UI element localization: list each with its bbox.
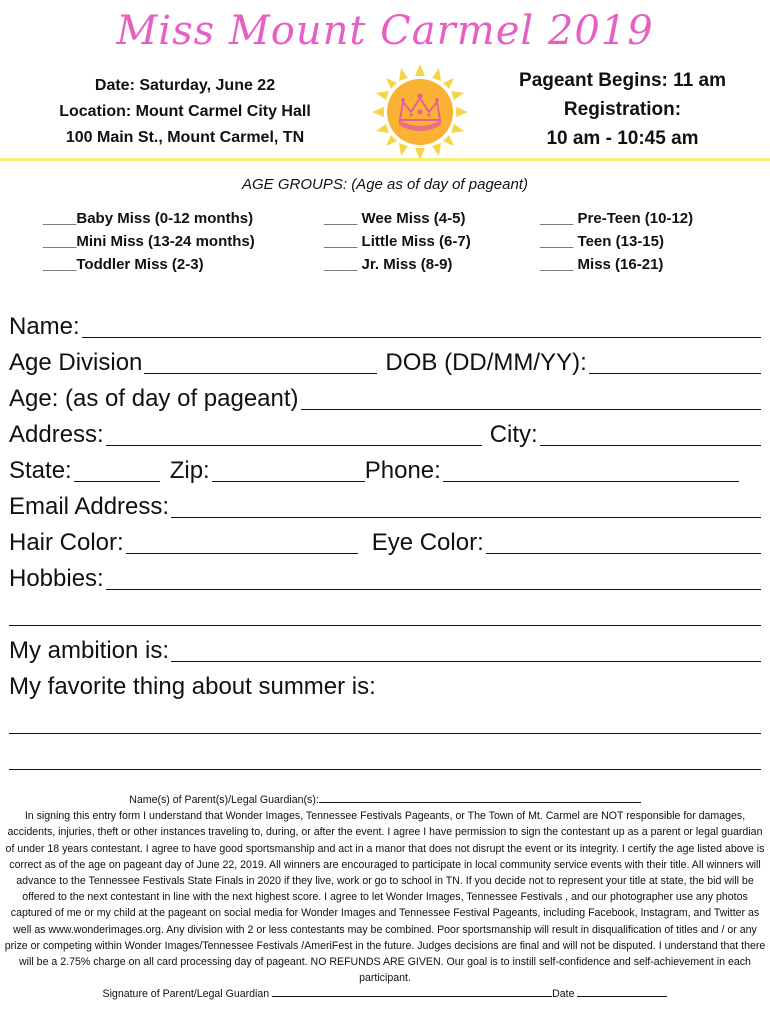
hair-eye-row: [9, 525, 761, 561]
age-group-item[interactable]: ____ Jr. Miss (8-9): [324, 256, 453, 273]
eye-color-label: Eye Color:: [371, 529, 484, 556]
name-field[interactable]: [82, 313, 761, 338]
summer-field-2[interactable]: [9, 745, 761, 770]
age-group-item[interactable]: ____ Little Miss (6-7): [324, 233, 471, 250]
page-title: Miss Mount Carmel 2019: [116, 8, 654, 54]
hobbies-label: Hobbies:: [9, 565, 104, 592]
event-info: [20, 73, 350, 151]
age-row: [9, 381, 761, 417]
address-row: [9, 417, 761, 453]
age-division-field[interactable]: [144, 349, 377, 374]
pageant-begins: Pageant Begins: 11 am: [519, 70, 726, 91]
ambition-field[interactable]: [171, 637, 761, 662]
email-field[interactable]: [171, 493, 761, 518]
sun-crown-icon: [370, 62, 470, 162]
hobbies-field[interactable]: [106, 565, 761, 590]
registration-time: 10 am - 10:45 am: [546, 128, 699, 149]
event-location: Location: Mount Carmel City Hall: [59, 103, 311, 120]
email-label: Email Address:: [9, 493, 170, 520]
dob-label: DOB (DD/MM/YY):: [385, 349, 587, 376]
legal-text: In signing this entry form I understand that Wonder Images, Tennessee Festivals Pageants, or The Town of Mt. Carmel are NOT responsible for damages, accidents, injuries, theft or other instances traveling to, during, or after the event. I agree I have permission to sign the contestant up as a parent or legal guardian of under 18 years contestant. I agree to have good sportsmanship and act in a manor that does not disrupt the event or its integrity. I certify the age listed above is correct as of the age on pageant day of June 22, 2019. All winners are encouraged to participate in local community service events with their title. All winners will advance to the Tennessee Festivals State Finals in 2020 if they live, work or go to school in TN. If you decide not to represent your title at state, the bid will be offered to the next contestant in line with the next highest score. I agree to let Wonder Images, Tennessee Festivals , and our photographer use any photos captured of me or my child at the pageant on social media for Wonder Images and Tennessee Festival Pageants, including Facebook, Instagram, and Twitter as well as www.wonderimages.org. Any division with 2 or less contestants may be combined. Poor sportsmanship will result in disqualification of titles and / or any prize or competing within Wonder Images/Tennessee Festivals /AmeriFest in the future. Judges decisions are final and will not be disputed. I understand that there will be a 2.75% charge on all card processing day of pageant. NO REFUNDS ARE GIVEN. Our goal is to instill self-confidence and self-achievement in each participant.: [4, 810, 766, 985]
schedule-info: [490, 66, 755, 153]
event-date: Date: Saturday, June 22: [94, 77, 276, 94]
zip-field[interactable]: [212, 457, 365, 482]
name-label: Name:: [9, 313, 80, 340]
age-division-label: Age Division: [9, 349, 143, 376]
date-label: Date: [552, 988, 578, 1001]
age-group-item[interactable]: ____Toddler Miss (2-3): [43, 256, 204, 273]
entry-form: [9, 309, 761, 777]
summer-row-3: [9, 741, 761, 777]
age-groups-col-2: [324, 207, 471, 276]
parents-field[interactable]: [319, 792, 641, 803]
parents-label: Name(s) of Parent(s)/Legal Guardian(s):: [129, 794, 319, 806]
name-row: [9, 309, 761, 345]
signature-field[interactable]: [272, 986, 552, 997]
eye-color-field[interactable]: [486, 529, 761, 554]
summer-label: My favorite thing about summer is:: [9, 673, 376, 700]
hair-color-field[interactable]: [126, 529, 358, 554]
state-label: State:: [9, 457, 72, 484]
age-division-row: [9, 345, 761, 381]
age-groups-col-3: [540, 207, 693, 276]
parents-row: [4, 792, 766, 808]
age-group-item[interactable]: ____Mini Miss (13-24 months): [43, 233, 255, 250]
date-field[interactable]: [577, 986, 667, 997]
city-label: City:: [489, 421, 538, 448]
age-groups-title: AGE GROUPS: (Age as of day of pageant): [242, 176, 528, 193]
ambition-label: My ambition is:: [9, 637, 170, 664]
age-group-item[interactable]: ____ Teen (13-15): [540, 233, 664, 250]
state-row: [9, 453, 761, 489]
age-field[interactable]: [301, 385, 761, 410]
hair-color-label: Hair Color:: [9, 529, 124, 556]
hobbies-field-2[interactable]: [9, 601, 761, 626]
age-group-item[interactable]: ____ Miss (16-21): [540, 256, 664, 273]
summer-row: [9, 669, 761, 705]
ambition-row: [9, 633, 761, 669]
hobbies-row-2: [9, 597, 761, 633]
summer-field[interactable]: [9, 709, 761, 734]
state-field[interactable]: [74, 457, 160, 482]
city-field[interactable]: [540, 421, 761, 446]
email-row: [9, 489, 761, 525]
address-field[interactable]: [106, 421, 482, 446]
signature-row: [4, 986, 766, 1002]
age-groups-col-1: [43, 207, 255, 276]
address-label: Address:: [9, 421, 104, 448]
age-group-item[interactable]: ____ Wee Miss (4-5): [324, 210, 466, 227]
age-group-item[interactable]: ____ Pre-Teen (10-12): [540, 210, 694, 227]
summer-row-2: [9, 705, 761, 741]
header-divider: [0, 158, 770, 161]
zip-label: Zip:: [169, 457, 210, 484]
hobbies-row: [9, 561, 761, 597]
phone-label: Phone:: [364, 457, 441, 484]
event-address: 100 Main St., Mount Carmel, TN: [65, 129, 305, 146]
age-label: Age: (as of day of pageant): [9, 385, 299, 412]
registration-label: Registration:: [563, 99, 682, 120]
signature-label: Signature of Parent/Legal Guardian: [102, 988, 273, 1001]
phone-field[interactable]: [443, 457, 739, 482]
dob-field[interactable]: [589, 349, 761, 374]
age-group-item[interactable]: ____Baby Miss (0-12 months): [43, 210, 254, 227]
legal-section: [4, 792, 766, 1003]
